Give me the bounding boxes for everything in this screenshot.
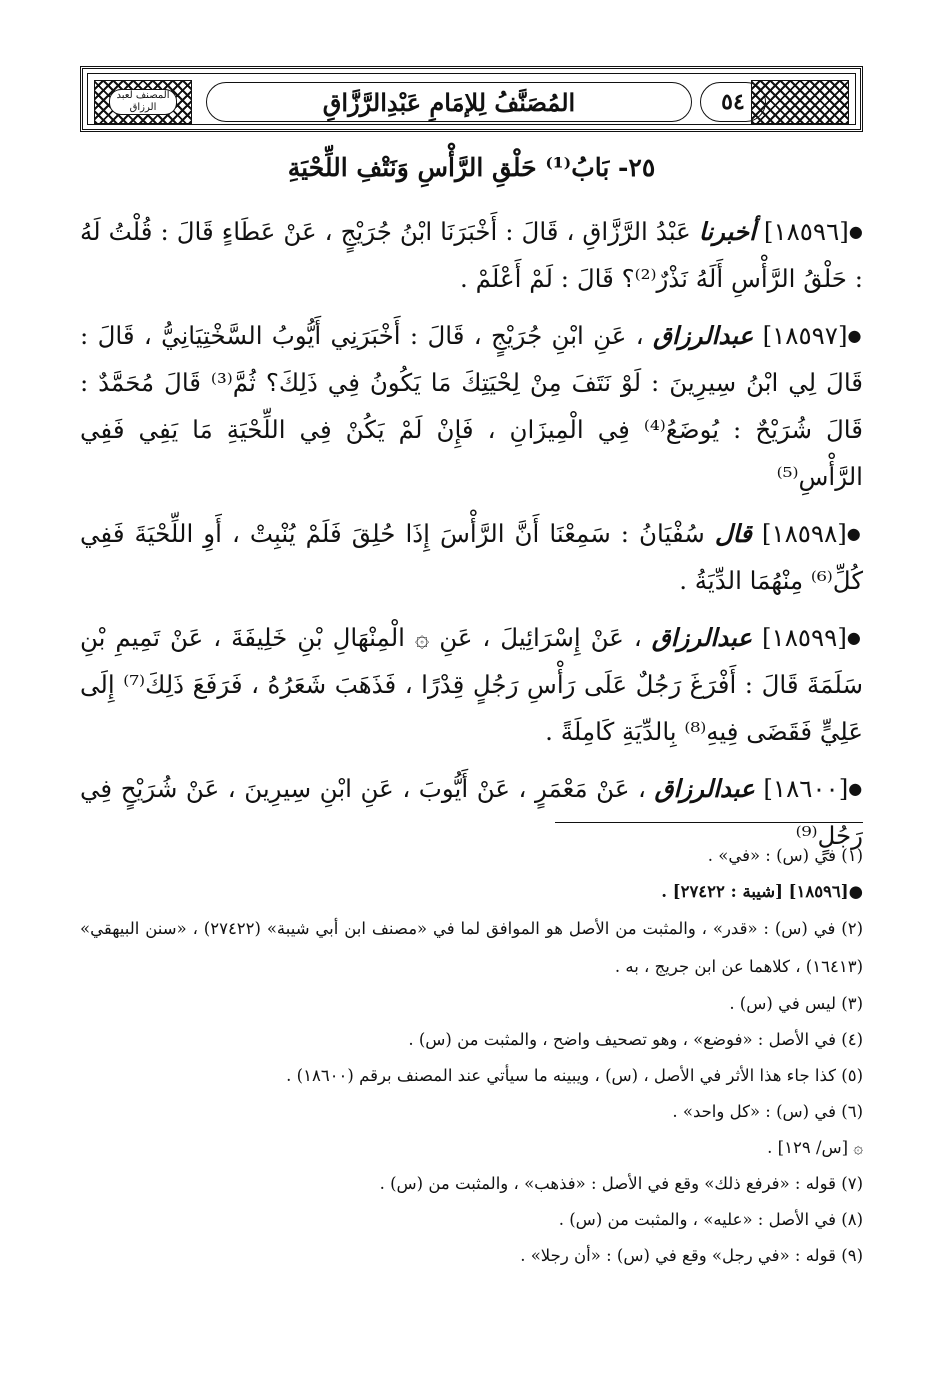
footnote-5: (٥) كذا جاء هذا الأثر في الأصل ، (س) ، ويبينه ما سيأتي عند المصنف برقم (١٨٦٠٠) . [286,1066,863,1085]
footnote-2: (٢) في (س) : «قدر» ، والمثبت من الأصل هو الموافق لما في «مصنف ابن أبي شيبة» (٢٧٤٢٢) ، «سنن البيهقي» (١٦٤١٣) ، كلاهما عن ابن جريج ، به . [80,919,864,976]
page-number: ٥٤ [721,89,745,115]
hadith-lead: قال [714,519,752,548]
hadith-18598 [80,510,863,604]
bullet-icon: ● [848,222,863,241]
ornament-left-label: المصنف لعبد الرزاق [109,89,177,115]
footnote-4: (٤) في الأصل : «فوضع» ، وهو تصحيف واضح ، والمثبت من (س) . [408,1030,863,1049]
bullet-icon: ● [847,326,863,345]
footnote-6: (٦) في (س) : «كل واحد» . [672,1102,863,1121]
ornament-right-icon [751,80,849,124]
book-title: المُصَنَّفُ لِلإمَامِ عَبْدِالرَّزَّاقِ [322,87,576,117]
footnote-3: (٣) ليس في (س) . [729,994,863,1013]
hadith-number: [١٨٥٩٦] [763,217,849,246]
hadith-text: سُفْيَانُ : سَمِعْنَا أَنَّ الرَّأْسَ إِذَا حُلِقَ فَلَمْ يُنْبِتْ ، أَوِ اللِّحْيَةَ فَفِي كُلِّ⁽⁶⁾ مِنْهُمَا الدِّيَةُ . [80,519,863,595]
footnote-9: (٩) قوله : «في رجل» وقع في (س) : «أن رجلا» . [520,1246,863,1265]
book-title-frame [206,82,692,122]
bullet-icon: ● [848,779,863,798]
manuscript-folio-note: ۞ [س/ ١٢٩] . [767,1138,863,1157]
footnote-1: (١) في (س) : «في» . [707,846,863,865]
hadith-text: ، عَنِ ابْنِ جُرَيْجٍ ، قَالَ : أَخْبَرَنِي أَيُّوبُ السَّخْتِيَانِيُّ ، قَالَ : قَالَ لِي ابْنُ سِيرِينَ : لَوْ نَتَفَ مِنْ لِحْيَتِكَ مَا يَكُونُ فِي ذَلِكَ؟ ثُمَّ⁽³⁾ قَالَ مُحَمَّدٌ : قَالَ شُرَيْحٌ : يُوضَعُ⁽⁴⁾ فِي الْمِيزَانِ ، فَإِنْ لَمْ يَكُنْ فِي اللِّحْيَةِ مَا يَفِي فَفِي الرَّأْسِ⁽⁵⁾ [80,321,863,491]
hadith-lead: عبدالرزاق [652,321,754,350]
hadith-text: عَبْدُ الرَّزَّاقِ ، قَالَ : أَخْبَرَنَا ابْنُ جُرَيْجٍ ، عَنْ عَطَاءٍ قَالَ : قُلْتُ لَهُ : حَلْقُ الرَّأْسِ أَلَهُ نَذْرٌ⁽²⁾؟ قَالَ : لَمْ أَعْلَمْ . [80,217,863,293]
footnote-8: (٨) في الأصل : «عليه» ، والمثبت من (س) . [558,1210,863,1229]
hadith-lead: عبدالرزاق [651,623,753,652]
hadith-text: ، عَنْ مَعْمَرٍ ، عَنْ أَيُّوبَ ، عَنِ ابْنِ سِيرِينَ ، عَنْ شُرَيْحٍ فِي رَجُلٍ⁽⁹⁾ [80,774,863,850]
hadith-18599 [80,614,863,755]
bullet-icon: ● [846,628,864,647]
main-text [80,208,863,869]
bullet-icon: ● [846,524,863,543]
hadith-lead: عبدالرزاق [654,774,755,803]
footnotes [80,838,863,1274]
hadith-number: [١٨٦٠٠] [763,774,849,803]
ornament-left-icon [94,80,192,124]
footnote-divider [555,822,863,823]
hadith-number: [١٨٥٩٩] [761,623,847,652]
hadith-number: [١٨٥٩٧] [762,321,848,350]
hadith-18596 [80,208,863,302]
header-inner-border [87,73,856,125]
chapter-title: ٢٥- بَابُ⁽¹⁾ حَلْقِ الرَّأْسِ وَنَتْفِ اللِّحْيَةِ [287,153,656,182]
crossref-18596: ●[١٨٥٩٦] [شيبة : ٢٧٤٢٢] . [661,882,863,901]
hadith-18597 [80,312,863,500]
hadith-number: [١٨٥٩٨] [761,519,847,548]
footnote-7: (٧) قوله : «فرفع ذلك» وقع في الأصل : «فذهب» ، والمثبت من (س) . [379,1174,863,1193]
hadith-lead: أخبرنا [698,217,756,246]
running-header [80,66,863,132]
hadith-text: ، عَنْ إِسْرَائِيلَ ، عَنِ ۞ الْمِنْهَالِ بْنِ خَلِيفَةَ ، عَنْ تَمِيمِ بْنِ سَلَمَةَ قَالَ : أَفْرَغَ رَجُلٌ عَلَى رَأْسِ رَجُلٍ قِدْرًا ، فَذَهَبَ شَعَرُهُ ، فَرَفَعَ ذَلِكَ⁽⁷⁾ إِلَى عَلِيٍّ فَقَضَى فِيهِ⁽⁸⁾ بِالدِّيَةِ كَامِلَةً . [80,623,863,746]
